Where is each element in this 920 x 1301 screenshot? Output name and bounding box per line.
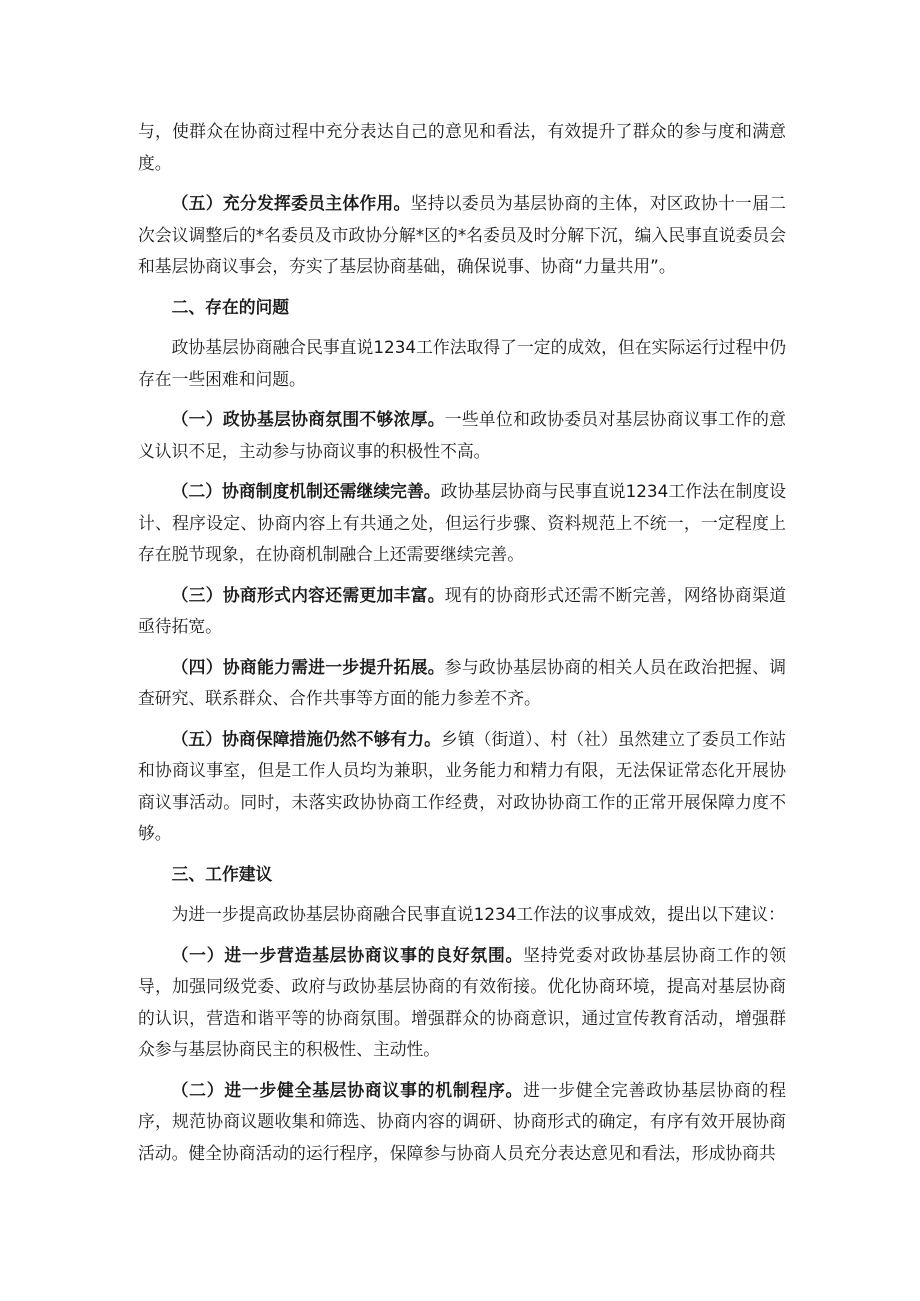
paragraph-problem-5 <box>138 724 786 850</box>
section-heading-suggestions <box>138 859 786 891</box>
paragraph-body: 坚持以委员为基层协商的主体，对区政协十一届二次会议调整后的*名委员及市政协分解*区的*名委员及时分解下沉，编入民事直说委员会和基层协商议事会，夯实了基层协商基础，确保说事、协商“力量共用”。 <box>138 193 786 276</box>
paragraph-problems-intro <box>138 332 786 395</box>
paragraph-body: 现有的协商形式还需不断完善，网络协商渠道亟待拓宽。 <box>138 584 786 636</box>
paragraph-problem-4 <box>138 652 786 715</box>
paragraph-body: 乡镇（街道）、村（社）虽然建立了委员工作站和协商议事室，但是工作人员均为兼职，业务能力和精力有限，无法保证常态化开展协商议事活动。同时，未落实政协协商工作经费，对政协协商工作的正常开展保障力度不够。 <box>138 728 786 843</box>
paragraph-lead: （一）政协基层协商氛围不够浓厚。 <box>171 409 445 429</box>
paragraph-body: 坚持党委对政协基层协商工作的领导，加强同级党委、政府与政协基层协商的有效衔接。优化协商环境，提高对基层协商的认识，营造和谐平等的协商氛围。增强群众的协商意识，通过宣传教育活动，增强群众参与基层协商民主的积极性、主动性。 <box>138 944 786 1059</box>
paragraph-problem-2 <box>138 476 786 571</box>
paragraph-lead: （五）充分发挥委员主体作用。 <box>171 193 411 213</box>
paragraph-lead: （一）进一步营造基层协商议事的良好氛围。 <box>171 944 524 965</box>
paragraph-committee-role <box>138 188 786 283</box>
paragraph-body: 政协基层协商与民事直说1234工作法在制度设计、程序设定、协商内容上有共通之处，但运行步骤、资料规范上不统一，一定程度上存在脱节现象，在协商机制融合上还需要继续完善。 <box>138 481 786 564</box>
paragraph-lead: （二）进一步健全基层协商议事的机制程序。 <box>171 1079 524 1100</box>
section-heading-text: 二、存在的问题 <box>171 296 290 317</box>
paragraph-body: 政协基层协商融合民事直说1234工作法取得了一定的成效，但在实际运行过程中仍存在一些困难和问题。 <box>138 337 786 389</box>
section-heading-problems <box>138 292 786 324</box>
paragraph-lead: （三）协商形式内容还需更加丰富。 <box>171 584 445 605</box>
paragraph-problem-1 <box>138 404 786 467</box>
paragraph-body: 进一步健全完善政协基层协商的程序，规范协商议题收集和筛选、协商内容的调研、协商形式的确定，有序有效开展协商活动。健全协商活动的运行程序，保障参与协商人员充分表达意见和看法，形成协商共 <box>138 1079 786 1163</box>
paragraph-problem-3 <box>138 580 786 643</box>
document-page <box>138 116 786 1169</box>
paragraph-body: 与，使群众在协商过程中充分表达自己的意见和看法，有效提升了群众的参与度和满意度。 <box>138 121 786 173</box>
paragraph-lead: （五）协商保障措施仍然不够有力。 <box>171 728 441 749</box>
paragraph-lead: （四）协商能力需进一步提升拓展。 <box>171 656 445 677</box>
paragraph-suggestion-1 <box>138 940 786 1066</box>
paragraph-lead: （二）协商制度机制还需继续完善。 <box>171 481 441 501</box>
paragraph-suggestions-intro <box>138 899 786 931</box>
section-heading-text: 三、工作建议 <box>171 863 273 884</box>
paragraph-suggestion-2 <box>138 1075 786 1170</box>
paragraph-body: 一些单位和政协委员对基层协商议事工作的意义认识不足，主动参与协商议事的积极性不高。 <box>138 409 786 461</box>
paragraph-continued <box>138 116 786 179</box>
paragraph-body: 参与政协基层协商的相关人员在政治把握、调查研究、联系群众、合作共事等方面的能力参差不齐。 <box>138 656 786 708</box>
paragraph-body: 为进一步提高政协基层协商融合民事直说1234工作法的议事成效，提出以下建议： <box>171 904 785 924</box>
